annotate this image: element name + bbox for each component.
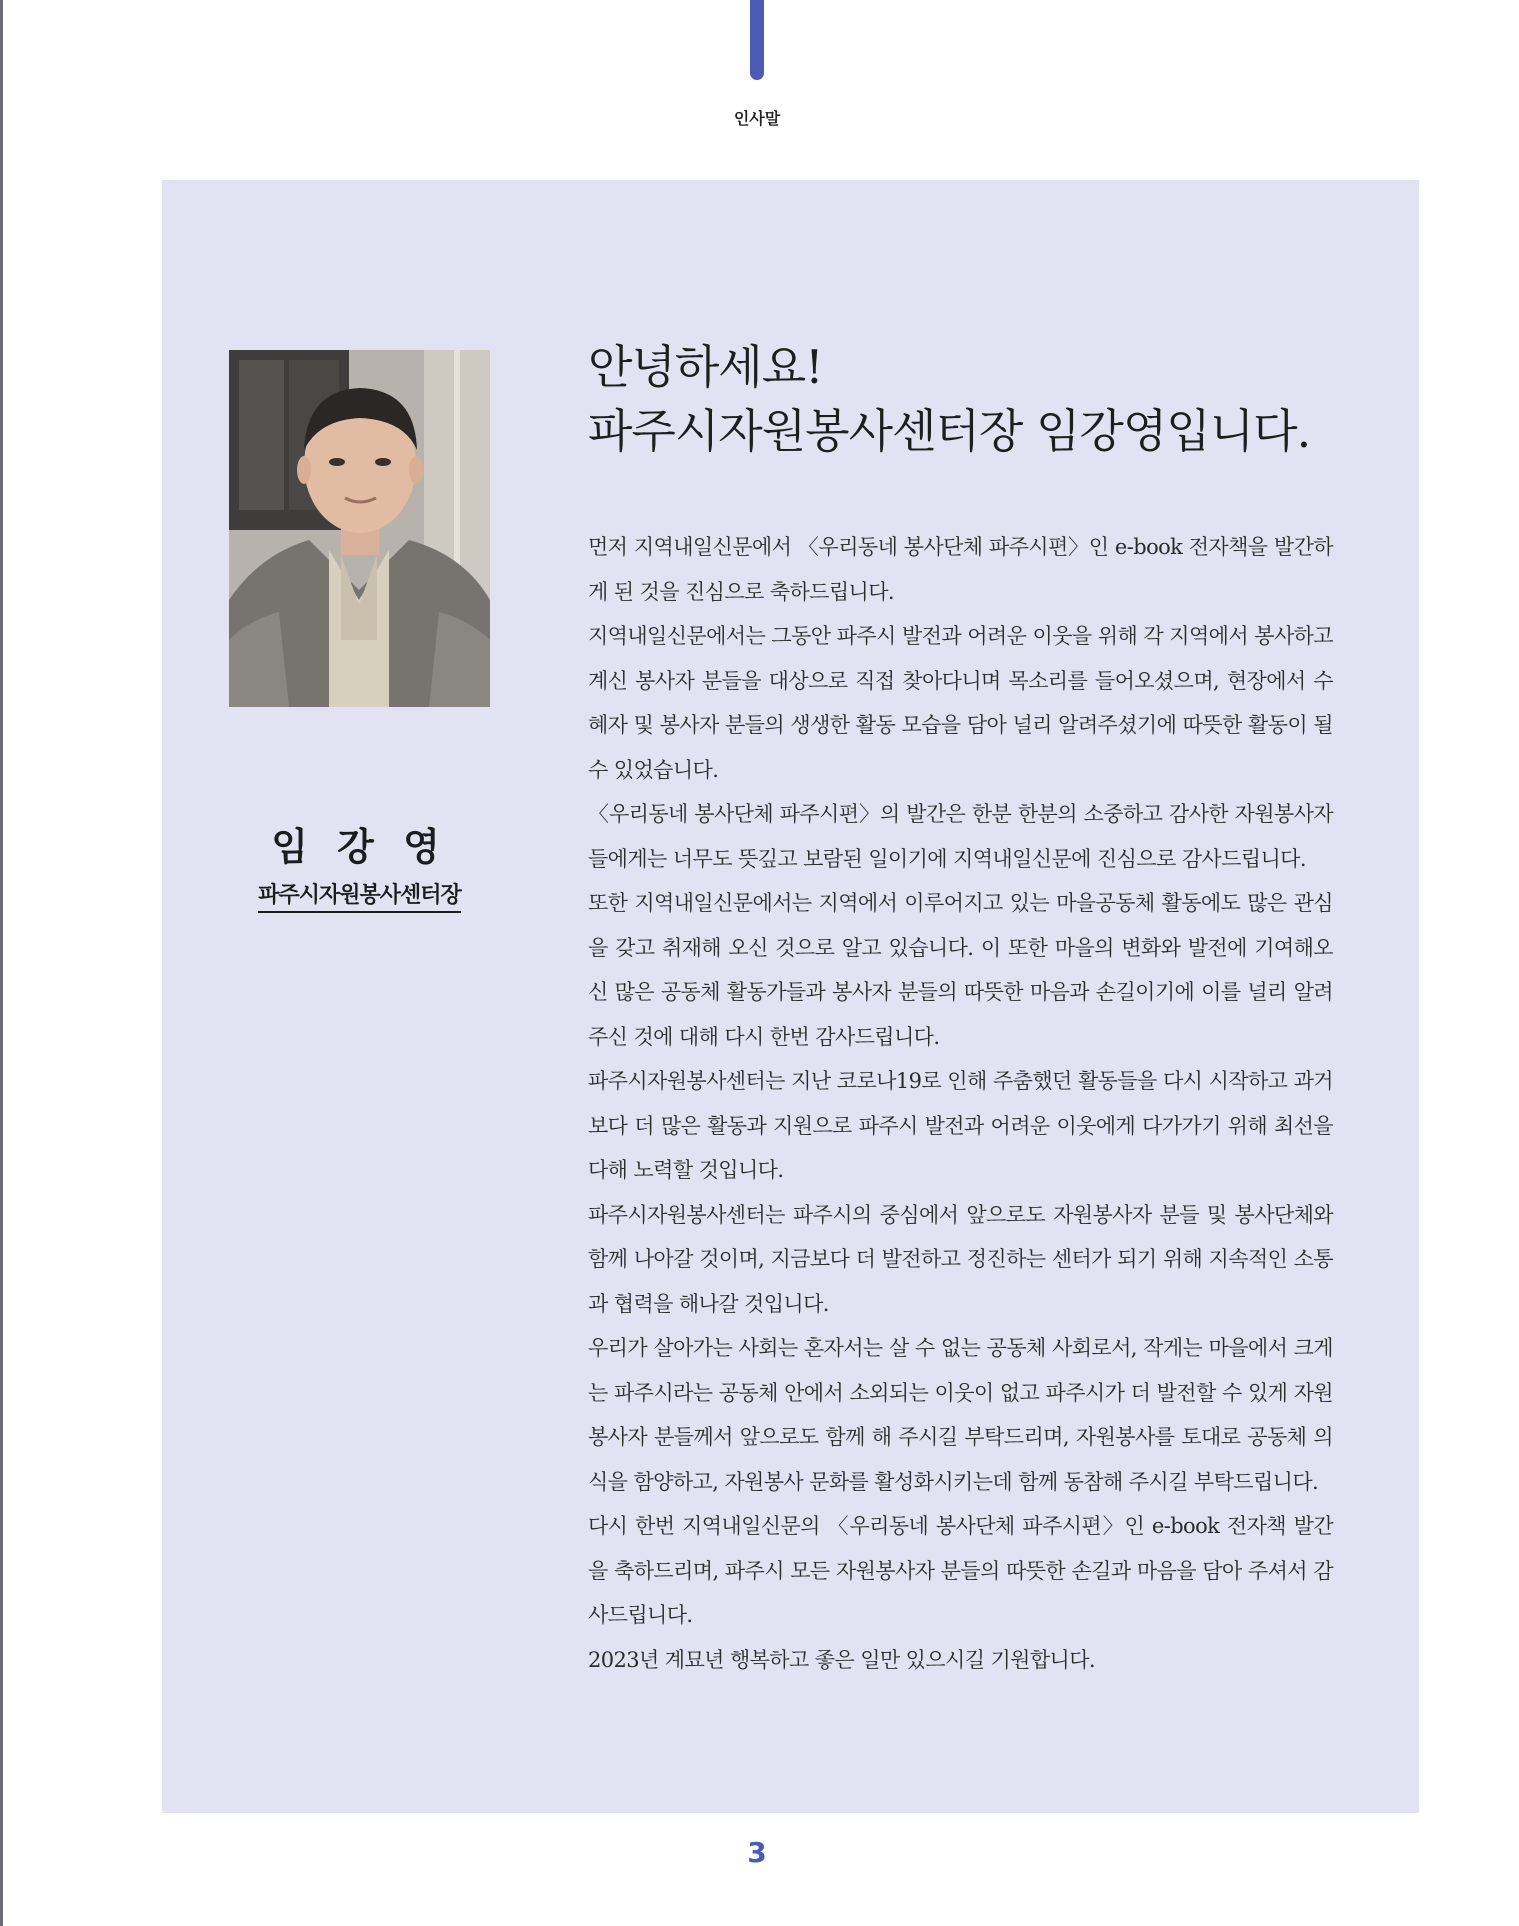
headline-line-2: 파주시자원봉사센터장 임강영입니다. xyxy=(588,404,1311,458)
page-number: 3 xyxy=(747,1836,767,1869)
body-paragraph: 파주시자원봉사센터는 파주시의 중심에서 앞으로도 자원봉사자 분들 및 봉사단체와 함께 나아갈 것이며, 지금보다 더 발전하고 정진하는 센터가 되기 위해 지속적인 소통과 협력을 해나갈 것입니다. xyxy=(588,1202,1333,1316)
person-title-text: 파주시자원봉사센터장 xyxy=(258,883,461,913)
person-name: 임 강 영 xyxy=(271,824,448,869)
body-paragraph: 2023년 계묘년 행복하고 좋은 일만 있으시길 기원합니다. xyxy=(588,1647,1095,1672)
greeting-body xyxy=(588,525,1333,1682)
body-paragraph: 먼저 지역내일신문에서 〈우리동네 봉사단체 파주시편〉인 e-book 전자책을 발간하게 된 것을 진심으로 축하드립니다. xyxy=(588,535,1333,604)
person-title xyxy=(202,878,517,909)
portrait-photo xyxy=(229,350,490,707)
page-binding-edge xyxy=(0,0,3,1926)
body-paragraph: 또한 지역내일신문에서는 지역에서 이루어지고 있는 마을공동체 활동에도 많은 관심을 갖고 취재해 오신 것으로 알고 있습니다. 이 또한 마을의 변화와 발전에 기여해오신 많은 공동체 활동가들과 봉사자 분들의 따뜻한 마음과 손길이기에 이를 널리 알려주신 것에 대해 다시 한번 감사드립니다. xyxy=(588,891,1333,1049)
body-paragraph: 〈우리동네 봉사단체 파주시편〉의 발간은 한분 한분의 소중하고 감사한 자원봉사자들에게는 너무도 뜻깊고 보람된 일이기에 지역내일신문에 진심으로 감사드립니다. xyxy=(588,802,1333,871)
body-paragraph: 지역내일신문에서는 그동안 파주시 발전과 어려운 이웃을 위해 각 지역에서 봉사하고 계신 봉사자 분들을 대상으로 직접 찾아다니며 목소리를 들어오셨으며, 현장에서 수혜자 및 봉사자 분들의 생생한 활동 모습을 담아 널리 알려주셨기에 따뜻한 활동이 될 수 있었습니다. xyxy=(588,624,1333,782)
section-label: 인사말 xyxy=(733,109,781,128)
section-marker-bar xyxy=(750,0,764,80)
body-paragraph: 다시 한번 지역내일신문의 〈우리동네 봉사단체 파주시편〉인 e-book 전자책 발간을 축하드리며, 파주시 모든 자원봉사자 분들의 따뜻한 손길과 마음을 담아 주셔서 감사드립니다. xyxy=(588,1514,1333,1627)
headline xyxy=(588,335,1388,463)
body-paragraph: 우리가 살아가는 사회는 혼자서는 살 수 없는 공동체 사회로서, 작게는 마을에서 크게는 파주시라는 공동체 안에서 소외되는 이웃이 없고 파주시가 더 발전할 수 있게 자원봉사자 분들께서 앞으로도 함께 해 주시길 부탁드리며, 자원봉사를 토대로 공동체 의식을 함양하고, 자원봉사 문화를 활성화시키는데 함께 동참해 주시길 부탁드립니다. xyxy=(588,1336,1333,1494)
body-paragraph: 파주시자원봉사센터는 지난 코로나19로 인해 주춤했던 활동들을 다시 시작하고 과거보다 더 많은 활동과 지원으로 파주시 발전과 어려운 이웃에게 다가가기 위해 최선을 다해 노력할 것입니다. xyxy=(588,1069,1333,1182)
headline-line-1: 안녕하세요! xyxy=(588,340,823,394)
greeting-panel xyxy=(162,180,1419,1813)
